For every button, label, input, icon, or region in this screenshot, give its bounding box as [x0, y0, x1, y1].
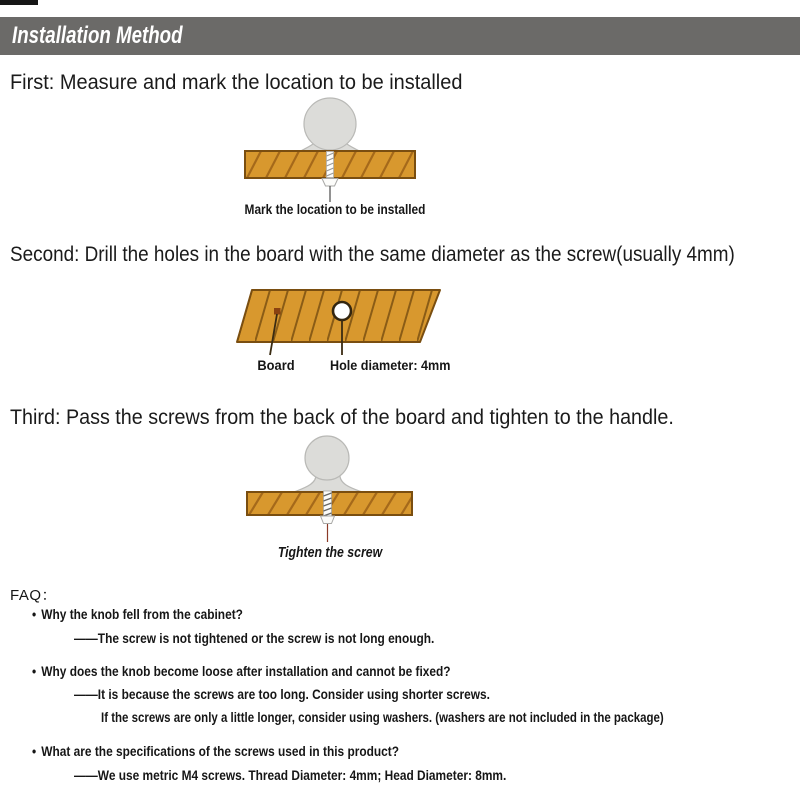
knob-ball [305, 436, 349, 480]
faq-answer-1: ——The screw is not tightened or the screw is not long enough. [74, 630, 435, 646]
faq-question-2: • Why does the knob become loose after installation and cannot be fixed? [32, 663, 451, 679]
step-1-caption: Mark the location to be installed [244, 202, 426, 217]
step-3-caption: Tighten the screw [277, 544, 383, 561]
faq-answer-2: ——It is because the screws are too long. Consider using shorter screws. [74, 686, 490, 702]
board-marker-dot [274, 308, 281, 315]
board [225, 283, 465, 359]
step-1-heading: First: Measure and mark the location to be installed [10, 71, 463, 94]
faq-question-1: • Why the knob fell from the cabinet? [32, 606, 243, 622]
faq-answer-2b: If the screws are only a little longer, consider using washers. (washers are not included in the package) [101, 709, 664, 725]
screw-head [322, 179, 338, 187]
header-bar [0, 17, 800, 55]
step-2-heading: Second: Drill the holes in the board with the same diameter as the screw(usually 4mm) [10, 243, 735, 266]
page-title: Installation Method [12, 22, 183, 49]
faq-heading: FAQ： [10, 587, 58, 604]
hole-diameter-label: Hole diameter: 4mm [330, 357, 451, 373]
knob-ball [304, 98, 356, 150]
faq-answer-3: ——We use metric M4 screws. Thread Diameter: 4mm; Head Diameter: 8mm. [74, 767, 507, 783]
faq-question-3: • What are the specifications of the screws used in this product? [32, 743, 399, 759]
screw-head [321, 516, 335, 524]
knob-marking-illustration [230, 96, 440, 204]
top-left-dash [0, 0, 38, 5]
drill-hole [333, 302, 351, 320]
board-label: Board [257, 357, 295, 373]
knob-tighten-illustration [230, 432, 430, 544]
step-3-heading: Third: Pass the screws from the back of the board and tighten to the handle. [10, 406, 674, 429]
board-hole-illustration [225, 283, 465, 359]
